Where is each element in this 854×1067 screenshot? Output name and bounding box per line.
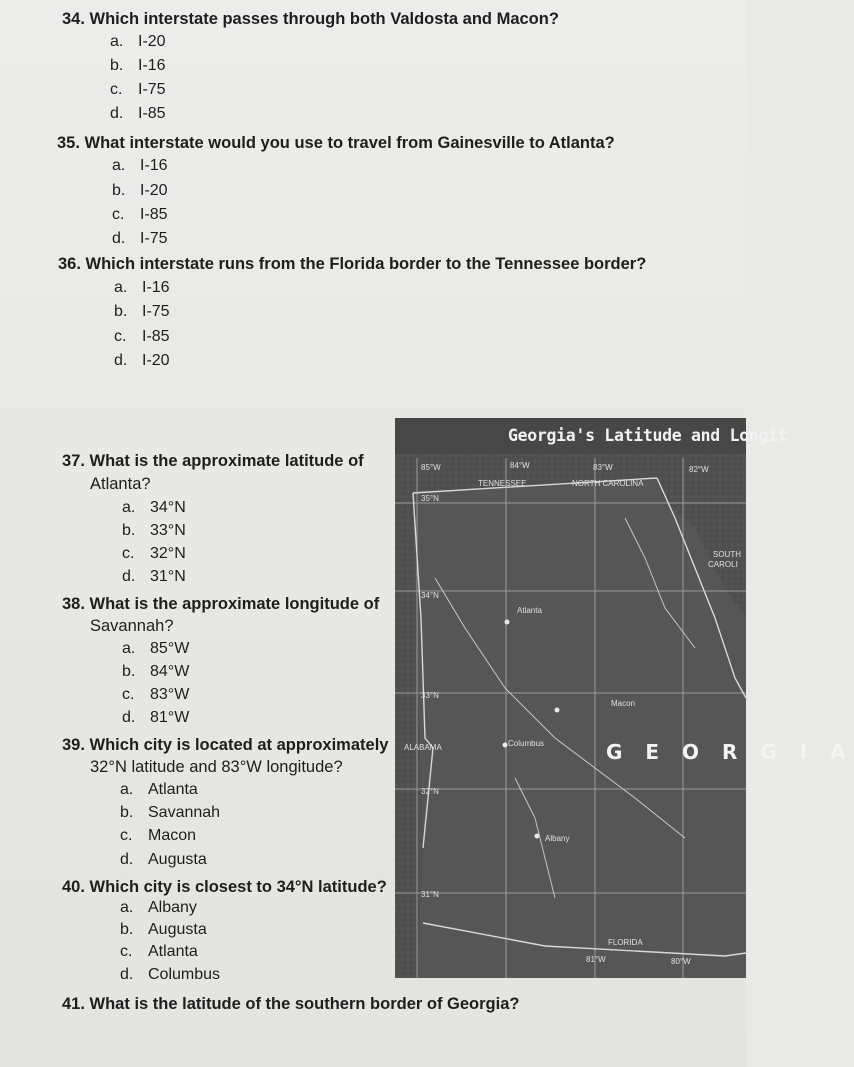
albany-marker	[535, 834, 540, 839]
label-lon-81: 81°W	[586, 955, 606, 964]
option-text: I-85	[138, 105, 166, 122]
option-letter: c.	[120, 827, 133, 844]
label-lat-31: 31°N	[421, 890, 439, 899]
option-letter: a.	[114, 279, 128, 296]
option-letter: b.	[112, 182, 126, 199]
question-text-line1: Which city is located at approximately	[89, 736, 389, 754]
option-40c[interactable]	[120, 942, 198, 962]
option-35a[interactable]	[112, 156, 168, 176]
label-lon-82: 82°W	[689, 465, 709, 474]
map-title: Georgia's Latitude and Longit	[508, 426, 788, 445]
question-number: 34.	[62, 10, 85, 28]
question-text-line2: Atlanta?	[90, 475, 151, 493]
option-text: 31°N	[150, 568, 186, 585]
option-35b[interactable]	[112, 181, 168, 201]
option-letter: d.	[110, 105, 124, 122]
option-38a[interactable]	[122, 639, 189, 659]
option-38c[interactable]	[122, 685, 189, 705]
option-text: Albany	[148, 899, 197, 916]
option-letter: c.	[122, 686, 135, 703]
option-letter: d.	[112, 230, 126, 247]
question-text: Which city is closest to 34°N latitude?	[89, 878, 387, 896]
label-lat-35: 35°N	[421, 494, 439, 503]
label-north-carolina: NORTH CAROLINA	[572, 479, 644, 488]
option-36c[interactable]	[114, 327, 170, 347]
label-georgia: G E O R G I A	[606, 740, 854, 764]
option-letter: b.	[114, 303, 128, 320]
option-39d[interactable]	[120, 850, 207, 870]
question-text: What interstate would you use to travel from Gainesville to Atlanta?	[84, 134, 615, 152]
georgia-map	[395, 418, 746, 978]
option-37b[interactable]	[122, 521, 186, 541]
option-39b[interactable]	[120, 803, 220, 823]
option-text: Columbus	[148, 966, 221, 983]
label-lon-80: 80°W	[671, 957, 691, 966]
option-34b[interactable]	[110, 56, 166, 76]
option-letter: a.	[112, 157, 126, 174]
question-number: 37.	[62, 452, 85, 470]
option-letter: d.	[120, 851, 134, 868]
question-38	[62, 592, 379, 616]
option-39c[interactable]	[120, 826, 196, 846]
option-38b[interactable]	[122, 662, 189, 682]
option-letter: d.	[120, 966, 134, 983]
option-38d[interactable]	[122, 708, 189, 728]
question-text: Which interstate runs from the Florida border to the Tennessee border?	[85, 255, 647, 273]
option-letter: a.	[122, 499, 136, 516]
option-text: I-20	[138, 33, 166, 50]
option-text: 34°N	[150, 499, 186, 516]
question-text-line1: What is the approximate longitude of	[89, 595, 380, 613]
option-text: Augusta	[148, 921, 207, 938]
label-albany: Albany	[545, 834, 570, 843]
option-text: I-16	[140, 157, 168, 174]
atlanta-marker	[505, 620, 510, 625]
option-text: Augusta	[148, 851, 207, 868]
option-36d[interactable]	[114, 351, 170, 371]
option-letter: a.	[122, 640, 136, 657]
label-alabama: ALABAMA	[404, 743, 442, 752]
label-lon-84: 84°W	[510, 461, 530, 470]
option-letter: b.	[120, 921, 134, 938]
question-number: 41.	[62, 995, 85, 1013]
question-number: 35.	[57, 134, 80, 152]
label-tennessee: TENNESSEE	[478, 479, 527, 488]
question-40	[62, 875, 387, 899]
option-36b[interactable]	[114, 302, 170, 322]
option-text: I-20	[142, 352, 170, 369]
option-37c[interactable]	[122, 544, 186, 564]
question-number: 38.	[62, 595, 85, 613]
option-37a[interactable]	[122, 498, 186, 518]
option-text: 83°W	[150, 686, 190, 703]
option-text: Atlanta	[148, 781, 198, 798]
option-letter: c.	[110, 81, 123, 98]
label-columbus: Columbus	[508, 739, 545, 748]
option-text: 84°W	[150, 663, 190, 680]
question-text-line2: Savannah?	[90, 617, 174, 635]
question-35	[57, 133, 615, 153]
option-letter: c.	[114, 328, 127, 345]
label-florida: FLORIDA	[608, 938, 643, 947]
option-text: 85°W	[150, 640, 190, 657]
option-text: I-85	[142, 328, 170, 345]
option-37d[interactable]	[122, 567, 186, 587]
label-south-carolina-1: SOUTH	[713, 550, 741, 559]
option-text: I-75	[142, 303, 170, 320]
option-40b[interactable]	[120, 920, 207, 940]
option-text: I-85	[140, 206, 168, 223]
option-34d[interactable]	[110, 104, 166, 124]
option-letter: d.	[114, 352, 128, 369]
label-lon-83: 83°W	[593, 463, 613, 472]
question-number: 40.	[62, 878, 85, 896]
option-text: 32°N	[150, 545, 186, 562]
map-graphic	[395, 418, 746, 978]
question-36	[58, 254, 646, 274]
option-text: I-75	[138, 81, 166, 98]
option-letter: c.	[120, 943, 133, 960]
option-text: I-20	[140, 182, 168, 199]
option-text: I-75	[140, 230, 168, 247]
option-36a[interactable]	[114, 278, 170, 298]
question-text: What is the latitude of the southern border of Georgia?	[89, 995, 520, 1013]
question-34	[62, 9, 559, 29]
option-letter: b.	[120, 804, 134, 821]
label-lat-34: 34°N	[421, 591, 439, 600]
option-text: Savannah	[148, 804, 221, 821]
georgia-land	[413, 478, 746, 978]
label-lon-85: 85°W	[421, 463, 441, 472]
option-text: I-16	[142, 279, 170, 296]
question-41	[62, 992, 519, 1016]
option-text: 33°N	[150, 522, 186, 539]
option-40a[interactable]	[120, 898, 197, 918]
option-text: Atlanta	[148, 943, 198, 960]
option-34c[interactable]	[110, 80, 166, 100]
label-lat-33: 33°N	[421, 691, 439, 700]
option-text: I-16	[138, 57, 166, 74]
option-letter: d.	[122, 568, 136, 585]
macon-marker	[555, 708, 560, 713]
option-39a[interactable]	[120, 780, 198, 800]
option-34a[interactable]	[110, 32, 166, 52]
question-text: Which interstate passes through both Valdosta and Macon?	[89, 10, 559, 28]
option-35c[interactable]	[112, 205, 168, 225]
option-letter: b.	[122, 663, 136, 680]
question-39	[62, 733, 388, 757]
question-text-line2: 32°N latitude and 83°W longitude?	[90, 758, 343, 776]
option-letter: a.	[120, 899, 134, 916]
question-37	[62, 449, 364, 473]
option-letter: d.	[122, 709, 136, 726]
option-text: Macon	[148, 827, 197, 844]
option-letter: c.	[122, 545, 135, 562]
option-text: 81°W	[150, 709, 190, 726]
option-letter: a.	[110, 33, 124, 50]
option-letter: b.	[110, 57, 124, 74]
option-40d[interactable]	[120, 965, 220, 985]
question-number: 39.	[62, 736, 85, 754]
question-number: 36.	[58, 255, 81, 273]
option-letter: a.	[120, 781, 134, 798]
option-35d[interactable]	[112, 229, 168, 249]
label-macon: Macon	[611, 699, 636, 708]
label-lat-32: 32°N	[421, 787, 439, 796]
question-text-line1: What is the approximate latitude of	[89, 452, 364, 470]
option-letter: c.	[112, 206, 125, 223]
option-letter: b.	[122, 522, 136, 539]
columbus-marker	[503, 743, 508, 748]
label-south-carolina-2: CAROLI	[708, 560, 738, 569]
label-atlanta: Atlanta	[517, 606, 542, 615]
